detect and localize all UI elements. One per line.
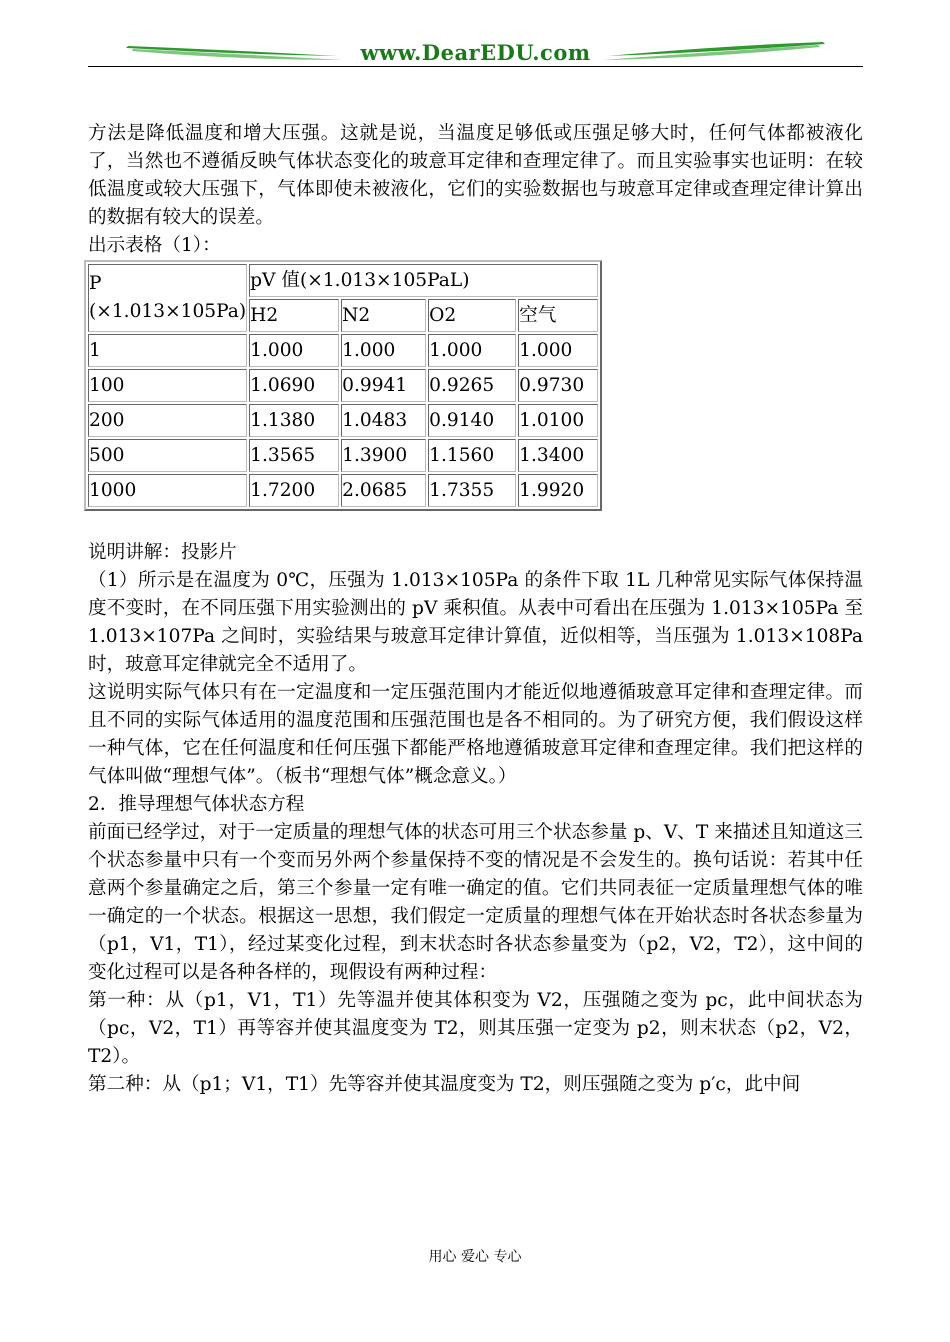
document-body <box>88 120 863 1099</box>
section-2-title: 2．推导理想气体状态方程 <box>88 794 305 815</box>
table-cell: 0.9140 <box>428 404 516 437</box>
table-cell: 1.3565 <box>249 439 339 472</box>
table-cell: 200 <box>88 404 247 437</box>
table-cell: 1 <box>88 334 247 367</box>
table-cell: 1.7355 <box>428 474 516 507</box>
derivation-paragraph: 前面已经学过，对于一定质量的理想气体的状态可用三个状态参量 p、V、T 来描述且知道这三个状态参量中只有一个变而另外两个参量保持不变的情况是不会发生的。换句话说：若其中任意两个参量确定之后，第三个参量一定有唯一确定的值。它们共同表征一定质量理想气体的唯一确定的一个状态。根据这一思想，我们假定一定质量的理想气体在开始状态时各状态参量为（p1，V1，T1），经过某变化过程，到末状态时各状态参量变为（p2，V2，T2），这中间的变化过程可以是各种各样的，现假设有两种过程： <box>88 822 863 983</box>
table-cell: 2.0685 <box>341 474 426 507</box>
pressure-header-symbol: P <box>89 273 102 294</box>
page-header <box>88 36 863 70</box>
table-cell: 1.0100 <box>518 404 598 437</box>
table-cell: 0.9941 <box>341 369 426 402</box>
gas-header-o2: O2 <box>428 299 516 332</box>
table-cell: 1.0690 <box>249 369 339 402</box>
gas-header-n2: N2 <box>341 299 426 332</box>
table-cell: 1.7200 <box>249 474 339 507</box>
table-row <box>88 369 598 402</box>
gas-header-h2: H2 <box>249 299 339 332</box>
table-cell: 0.9265 <box>428 369 516 402</box>
pv-data-table <box>84 260 602 511</box>
table-cell: 1.1380 <box>249 404 339 437</box>
ideal-gas-paragraph: 这说明实际气体只有在一定温度和一定压强范围内才能近似地遵循玻意耳定律和查理定律。而且不同的实际气体适用的温度范围和压强范围也是各不相同的。为了研究方便，我们假设这样一种气体，它在任何温度和任何压强下都能严格地遵循玻意耳定律和查理定律。我们把这样的气体叫做“理想气体”。（板书“理想气体”概念意义。） <box>88 682 863 787</box>
page-footer: 用心 爱心 专心 <box>428 1249 522 1265</box>
table-cell: 500 <box>88 439 247 472</box>
pv-header-cell: pV 值(×1.013×105PaL) <box>249 264 598 297</box>
table-cell: 1.000 <box>428 334 516 367</box>
table-cell: 1000 <box>88 474 247 507</box>
intro-paragraph: 方法是降低温度和增大压强。这就是说，当温度足够低或压强足够大时，任何气体都被液化了，当然也不遵循反映气体状态变化的玻意耳定律和查理定律了。而且实验事实也证明：在较低温度或较大压强下，气体即使未被液化，它们的实验数据也与玻意耳定律或查理定律计算出的数据有较大的误差。 <box>88 123 863 228</box>
pressure-header-unit: (×1.013×105Pa) <box>89 301 247 322</box>
table-row <box>88 404 598 437</box>
table-cell: 1.9920 <box>518 474 598 507</box>
explain-title: 说明讲解：投影片 <box>88 542 237 563</box>
table-cell: 1.000 <box>341 334 426 367</box>
table-cell: 1.0483 <box>341 404 426 437</box>
table-cell: 1.3400 <box>518 439 598 472</box>
table-cell: 100 <box>88 369 247 402</box>
process-1-paragraph: 第一种：从（p1，V1，T1）先等温并使其体积变为 V2，压强随之变为 pc，此中间状态为（pc，V2，T1）再等容并使其温度变为 T2，则其压强一定变为 p2，则末状态（p2，V2，T2）。 <box>88 990 863 1067</box>
table-row <box>88 474 598 507</box>
table-header-row <box>88 264 598 297</box>
process-2-paragraph: 第二种：从（p1；V1，T1）先等容并使其温度变为 T2，则压强随之变为 p′c，此中间 <box>88 1074 801 1095</box>
explain-paragraph: （1）所示是在温度为 0℃，压强为 1.013×105Pa 的条件下取 1L 几种常见实际气体保持温度不变时，在不同压强下用实验测出的 pV 乘积值。从表中可看出在压强为 1.013×105Pa 至 1.013×107Pa 之间时，实验结果与玻意耳定律计算值，近似相等，当压强为 1.013×108Pa 时，玻意耳定律就完全不适用了。 <box>88 570 863 675</box>
gas-header-air: 空气 <box>518 299 598 332</box>
table-cell: 1.000 <box>249 334 339 367</box>
table-cell: 1.3900 <box>341 439 426 472</box>
table-row <box>88 334 598 367</box>
table-caption: 出示表格（1）： <box>88 235 221 256</box>
table-cell: 1.1560 <box>428 439 516 472</box>
pressure-header-cell <box>88 264 247 332</box>
site-logo-text: www.DearEDU.com <box>360 40 591 65</box>
table-cell: 0.9730 <box>518 369 598 402</box>
table-cell: 1.000 <box>518 334 598 367</box>
header-rule <box>88 66 863 67</box>
table-row <box>88 439 598 472</box>
spacer <box>88 511 863 539</box>
